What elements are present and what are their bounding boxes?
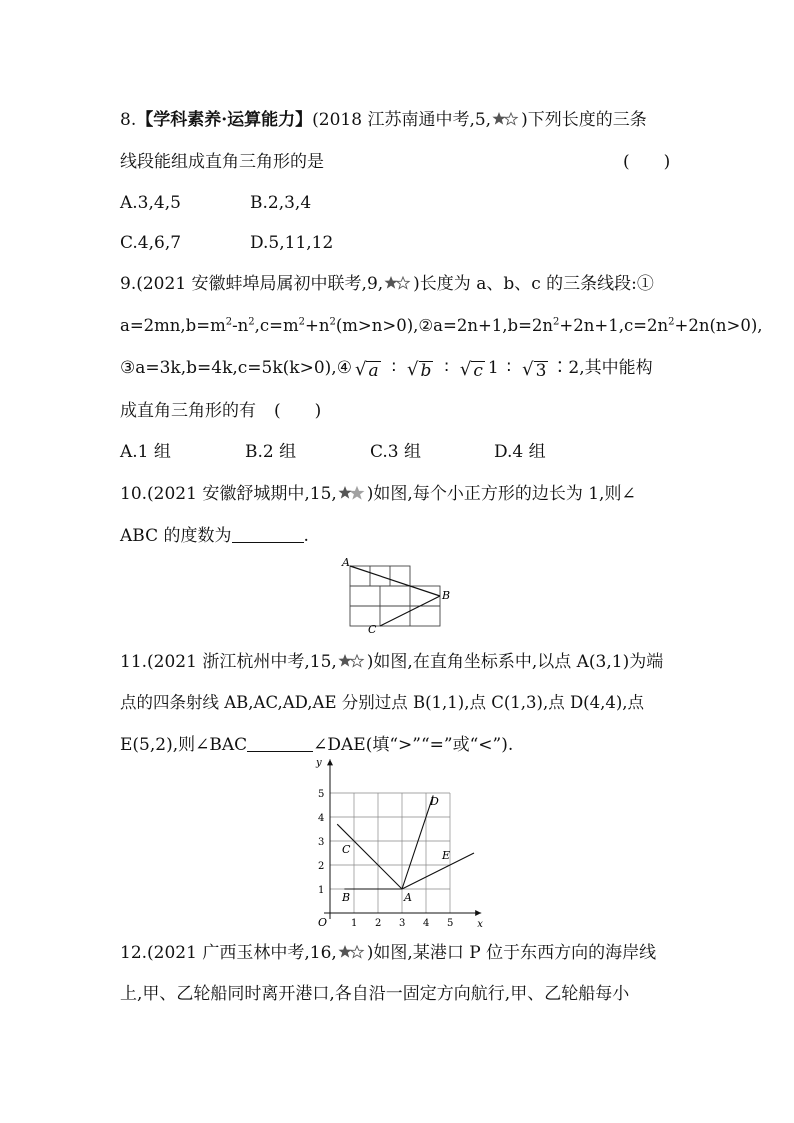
y-axis-arrow-icon xyxy=(327,759,333,765)
chart-axes xyxy=(315,757,483,930)
q10-end: . xyxy=(303,526,309,546)
superscript: 2 xyxy=(553,316,560,328)
q12-text-2: 上,甲、乙轮船同时离开港口,各自沿一固定方向航行,甲、乙轮船每小 xyxy=(120,984,630,1004)
q8-text-1: )下列长度的三条 xyxy=(521,110,647,130)
q9-condition-2a: (m>n>0),②a=2n+1,b=2n xyxy=(335,316,554,335)
ray-ad xyxy=(402,795,433,889)
q8-option-b: B.2,3,4 xyxy=(250,193,312,213)
label-a: A xyxy=(342,556,350,569)
q10-source: (2021 安徽舒城期中,15, xyxy=(147,484,337,504)
x-tick-label: 4 xyxy=(423,918,430,929)
ratio-colon: ∶ xyxy=(506,358,512,378)
difficulty-two-star-icon xyxy=(492,110,520,134)
q11-text-3a: E(5,2),则∠BAC xyxy=(120,735,248,755)
q11-text-3b: ∠DAE(填“>”“=”或“<”). xyxy=(313,735,514,755)
q9-condition-1a: a=2mn,b=m xyxy=(120,316,226,335)
q11-text-1: )如图,在直角坐标系中,以点 A(3,1)为端 xyxy=(366,652,664,672)
q10-text-2: ABC 的度数为 xyxy=(120,526,232,546)
q9-source: (2021 安徽蚌埠局属初中联考,9, xyxy=(136,274,384,294)
q9-line2 xyxy=(120,314,763,338)
q9-option-d: D.4 组 xyxy=(494,442,546,462)
superscript: 2 xyxy=(329,316,336,328)
superscript: 2 xyxy=(298,316,306,328)
q8-line2 xyxy=(120,150,680,174)
q9-line3 xyxy=(120,356,653,380)
q11-answer-blank[interactable] xyxy=(247,733,313,752)
y-tick-label: 5 xyxy=(318,789,325,800)
q10-grid-figure xyxy=(340,556,460,636)
point-label-c: C xyxy=(342,843,351,856)
chart-ticks xyxy=(318,789,453,929)
sqrt-a: √ a xyxy=(354,359,379,381)
superscript: 2 xyxy=(668,316,675,328)
q9-option-b: B.2 组 xyxy=(245,442,297,462)
superscript: 2 xyxy=(225,316,233,328)
label-b: B xyxy=(442,589,451,602)
radicand-3: 3 xyxy=(535,361,547,381)
x-tick-label: 2 xyxy=(375,918,382,929)
ratio-one: 1 xyxy=(487,358,499,378)
q8-number: 8. xyxy=(120,110,137,130)
q10-line1 xyxy=(120,482,636,508)
radicand-a: a xyxy=(368,361,379,381)
q10-answer-blank[interactable] xyxy=(232,524,304,543)
q11-line3 xyxy=(120,733,513,757)
q8-answer-paren: ( ) xyxy=(623,152,671,172)
x-axis-arrow-icon xyxy=(475,910,481,916)
q9-condition-1d: +n xyxy=(305,316,330,335)
y-tick-label: 3 xyxy=(318,837,325,848)
q9-text-4: 成直角三角形的有 xyxy=(120,401,256,421)
x-tick-label: 5 xyxy=(447,918,454,929)
point-label-d: D xyxy=(430,795,439,808)
q8-source: (2018 江苏南通中考,5, xyxy=(312,110,492,130)
radicand-b: b xyxy=(420,361,432,381)
q12-number: 12. xyxy=(120,943,148,963)
q9-text-1: )长度为 a、b、c 的三条线段:① xyxy=(413,274,654,294)
q8-tag: 【学科素养·运算能力】 xyxy=(136,110,313,130)
x-tick-label: 3 xyxy=(399,918,406,929)
q11-line1 xyxy=(120,650,663,676)
point-label-e: E xyxy=(442,849,451,862)
q9-option-a: A.1 组 xyxy=(120,442,171,462)
y-tick-label: 1 xyxy=(318,885,325,896)
chart-point-labels xyxy=(341,795,450,904)
q9-line4 xyxy=(120,399,321,423)
q11-number: 11. xyxy=(120,652,148,672)
q8-text-2: 线段能组成直角三角形的是 xyxy=(120,152,324,172)
chart-series xyxy=(337,795,474,889)
q8-option-a: A.3,4,5 xyxy=(120,193,181,213)
q12-line2 xyxy=(120,982,629,1006)
difficulty-two-star-icon xyxy=(338,943,366,967)
ray-ac xyxy=(337,824,402,889)
q11-source: (2021 浙江杭州中考,15, xyxy=(147,652,337,672)
point-label-b: B xyxy=(342,891,351,904)
sqrt-3: √ 3 xyxy=(522,359,547,381)
difficulty-two-star-icon xyxy=(338,484,366,508)
sqrt-b: √ b xyxy=(407,359,432,381)
q10-number: 10. xyxy=(120,484,148,504)
q8-option-c: C.4,6,7 xyxy=(120,233,182,253)
q11-text-2: 点的四条射线 AB,AC,AD,AE 分别过点 B(1,1),点 C(1,3),点 D(4,4),点 xyxy=(120,693,645,712)
x-tick-label: 1 xyxy=(351,918,358,929)
difficulty-two-star-icon xyxy=(338,652,366,676)
q12-text-1: )如图,某港口 P 位于东西方向的海岸线 xyxy=(366,943,657,963)
q12-line1 xyxy=(120,941,656,967)
radicand-c: c xyxy=(473,361,483,381)
q10-text-1: )如图,每个小正方形的边长为 1,则∠ xyxy=(366,484,636,504)
q9-number: 9. xyxy=(120,274,137,294)
ratio-colon: ∶ xyxy=(444,358,449,378)
q9-condition-3: ③a=3k,b=4k,c=5k(k>0),④ xyxy=(120,358,352,378)
y-tick-label: 4 xyxy=(318,813,325,824)
q9-condition-1c: ,c=m xyxy=(254,316,299,335)
q9-condition-2b: +2n+1,c=2n xyxy=(559,316,669,335)
q10-line2 xyxy=(120,524,309,548)
q9-text-tail: ∶2,其中能构 xyxy=(551,358,653,378)
segment-ab xyxy=(350,566,440,596)
point-label-a: A xyxy=(404,891,412,904)
difficulty-one-star-icon xyxy=(384,274,412,298)
q9-answer-paren: ( ) xyxy=(274,401,322,421)
x-axis-label: x xyxy=(477,919,483,930)
q9-line1 xyxy=(120,272,654,298)
origin-label: O xyxy=(318,916,328,929)
y-tick-label: 2 xyxy=(318,861,325,872)
sqrt-c: √ c xyxy=(459,359,483,381)
q9-condition-2c: +2n(n>0), xyxy=(674,316,763,335)
q9-condition-1b: -n xyxy=(232,316,249,335)
q8-line1 xyxy=(120,108,647,134)
q11-coordinate-chart xyxy=(300,755,500,930)
q9-option-c: C.3 组 xyxy=(370,442,422,462)
ray-ae xyxy=(402,853,474,889)
q11-line2 xyxy=(120,691,644,715)
q12-source: (2021 广西玉林中考,16, xyxy=(147,943,337,963)
label-c: C xyxy=(368,623,377,636)
superscript: 2 xyxy=(248,316,255,328)
y-axis-label: y xyxy=(316,757,322,769)
ratio-colon: ∶ xyxy=(391,358,397,378)
q8-option-d: D.5,11,12 xyxy=(250,233,334,253)
